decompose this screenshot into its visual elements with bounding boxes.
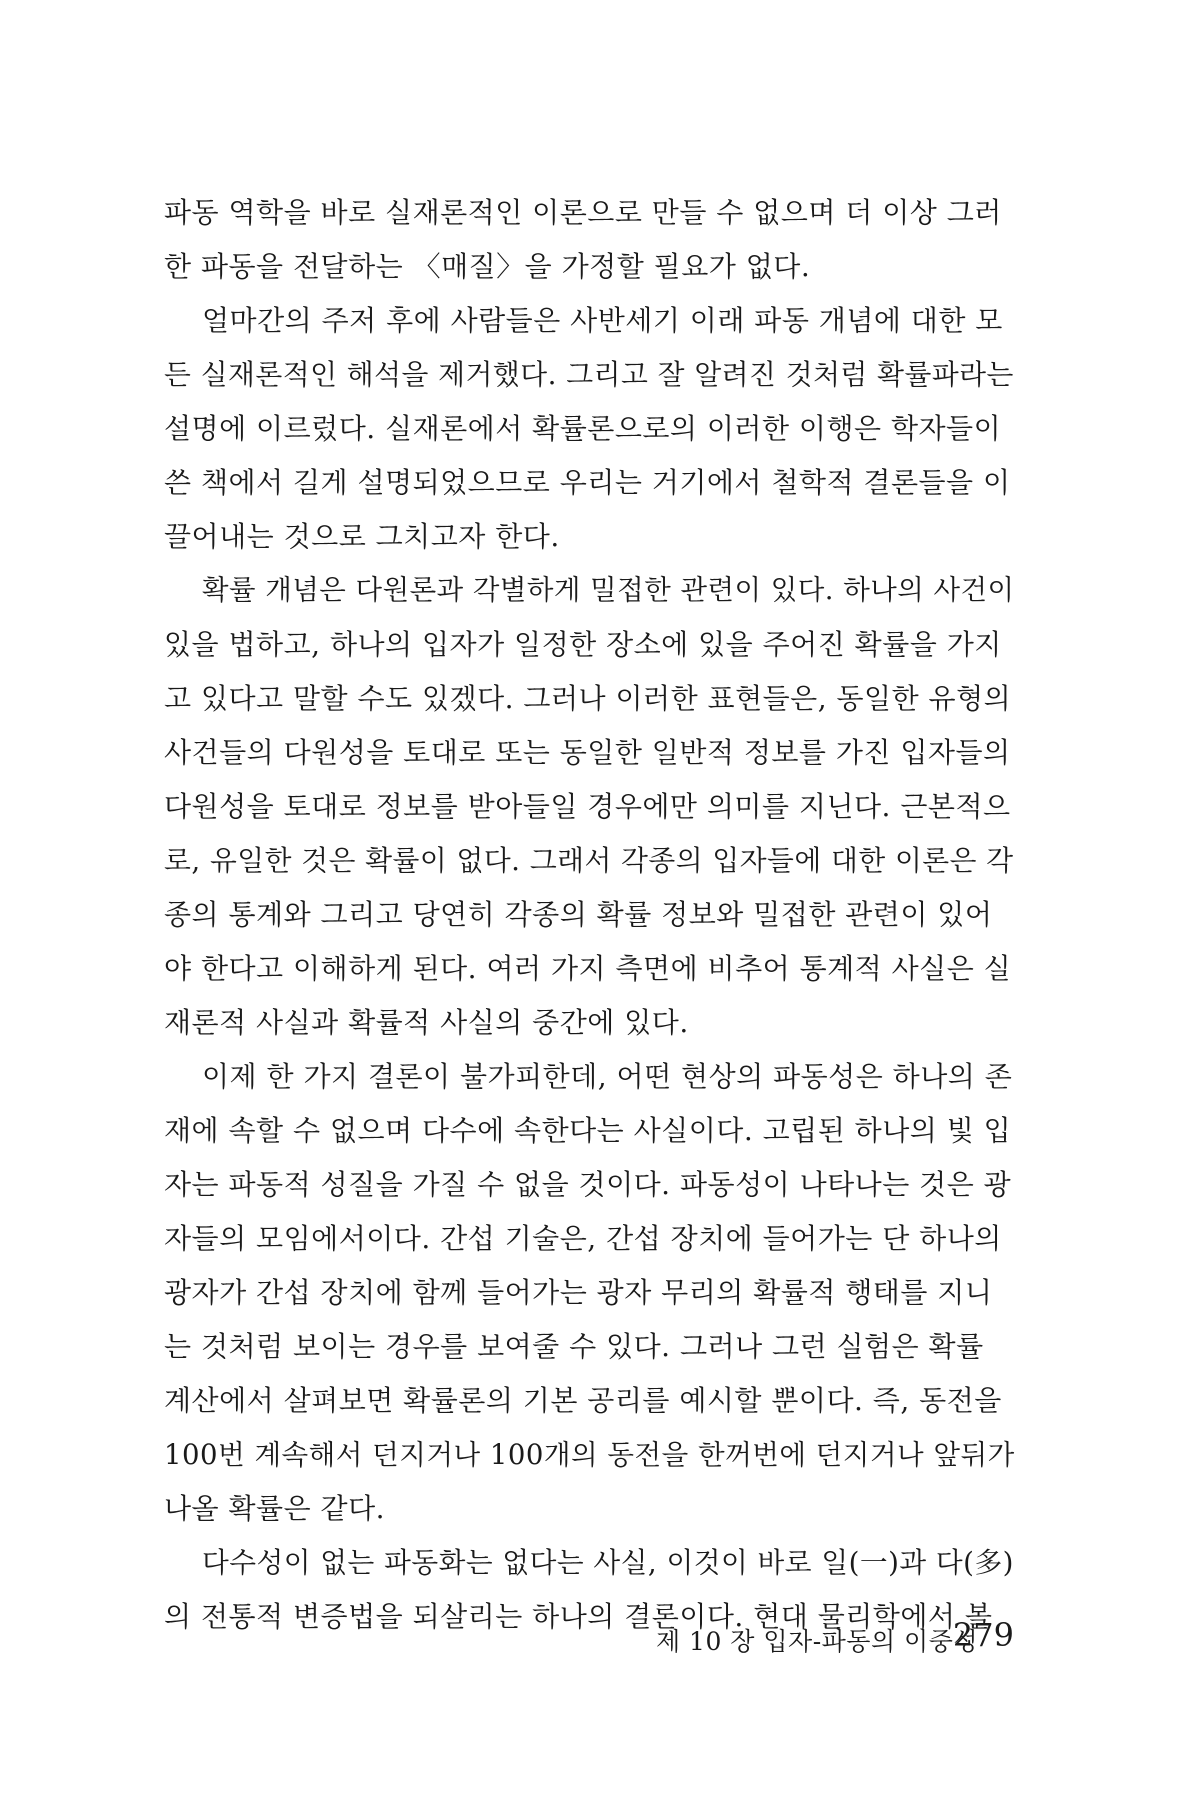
text-line: 한 파동을 전달하는 〈매질〉을 가정할 필요가 없다. xyxy=(164,250,811,283)
running-head: 제 10 장 입자-파동의 이중성 xyxy=(655,1627,978,1656)
page-number: 279 xyxy=(952,1616,1014,1654)
page-footer xyxy=(0,1612,1200,1662)
text-line: 다원성을 토대로 정보를 받아들일 경우에만 의미를 지닌다. 근본적으 xyxy=(164,790,1011,823)
text-line: 100번 계속해서 던지거나 100개의 동전을 한꺼번에 던지거나 앞뒤가 xyxy=(164,1439,1015,1471)
text-line: 고 있다고 말할 수도 있겠다. 그러나 이러한 표현들은, 동일한 유형의 xyxy=(164,682,1012,715)
text-line: 나올 확률은 같다. xyxy=(164,1492,386,1525)
text-line: 이제 한 가지 결론이 불가피한데, 어떤 현상의 파동성은 하나의 존 xyxy=(202,1060,1013,1093)
text-line: 는 것처럼 보이는 경우를 보여줄 수 있다. 그러나 그런 실험은 확률 xyxy=(164,1330,984,1363)
text-line: 사건들의 다원성을 토대로 또는 동일한 일반적 정보를 가진 입자들의 xyxy=(164,736,1011,769)
text-line: 설명에 이르렀다. 실재론에서 확률론으로의 이러한 이행은 학자들이 xyxy=(164,412,1002,445)
text-line: 재에 속할 수 없으며 다수에 속한다는 사실이다. 고립된 하나의 빛 입 xyxy=(164,1114,1012,1147)
text-line: 종의 통계와 그리고 당연히 각종의 확률 정보와 밀접한 관련이 있어 xyxy=(164,898,993,931)
text-line: 다수성이 없는 파동화는 없다는 사실, 이것이 바로 일(一)과 다(多) xyxy=(202,1546,1014,1579)
text-line: 있을 법하고, 하나의 입자가 일정한 장소에 있을 주어진 확률을 가지 xyxy=(164,628,1002,661)
text-line: 자는 파동적 성질을 가질 수 없을 것이다. 파동성이 나타나는 것은 광 xyxy=(164,1168,1012,1201)
text-line: 의 전통적 변증법을 되살리는 하나의 결론이다. 현대 물리학에서 볼 xyxy=(164,1600,993,1633)
text-line: 계산에서 살펴보면 확률론의 기본 공리를 예시할 뿐이다. 즉, 동전을 xyxy=(164,1384,1002,1417)
text-line: 야 한다고 이해하게 된다. 여러 가지 측면에 비추어 통계적 사실은 실 xyxy=(164,952,1012,985)
text-line: 얼마간의 주저 후에 사람들은 사반세기 이래 파동 개념에 대한 모 xyxy=(202,304,1003,337)
text-line: 광자가 간섭 장치에 함께 들어가는 광자 무리의 확률적 행태를 지니 xyxy=(164,1276,993,1309)
text-line: 재론적 사실과 확률적 사실의 중간에 있다. xyxy=(164,1006,689,1039)
text-line: 끌어내는 것으로 그치고자 한다. xyxy=(164,520,560,553)
text-line: 든 실재론적인 해석을 제거했다. 그리고 잘 알려진 것처럼 확률파라는 xyxy=(164,358,1014,391)
text-line: 로, 유일한 것은 확률이 없다. 그래서 각종의 입자들에 대한 이론은 각 xyxy=(164,844,1014,877)
body-text xyxy=(164,186,1014,1644)
text-line: 파동 역학을 바로 실재론적인 이론으로 만들 수 없으며 더 이상 그러 xyxy=(164,196,1002,229)
text-line: 쓴 책에서 길게 설명되었으므로 우리는 거기에서 철학적 결론들을 이 xyxy=(164,466,1011,499)
text-line: 확률 개념은 다원론과 각별하게 밀접한 관련이 있다. 하나의 사건이 xyxy=(202,575,1015,606)
text-line: 자들의 모임에서이다. 간섭 기술은, 간섭 장치에 들어가는 단 하나의 xyxy=(164,1222,1002,1255)
